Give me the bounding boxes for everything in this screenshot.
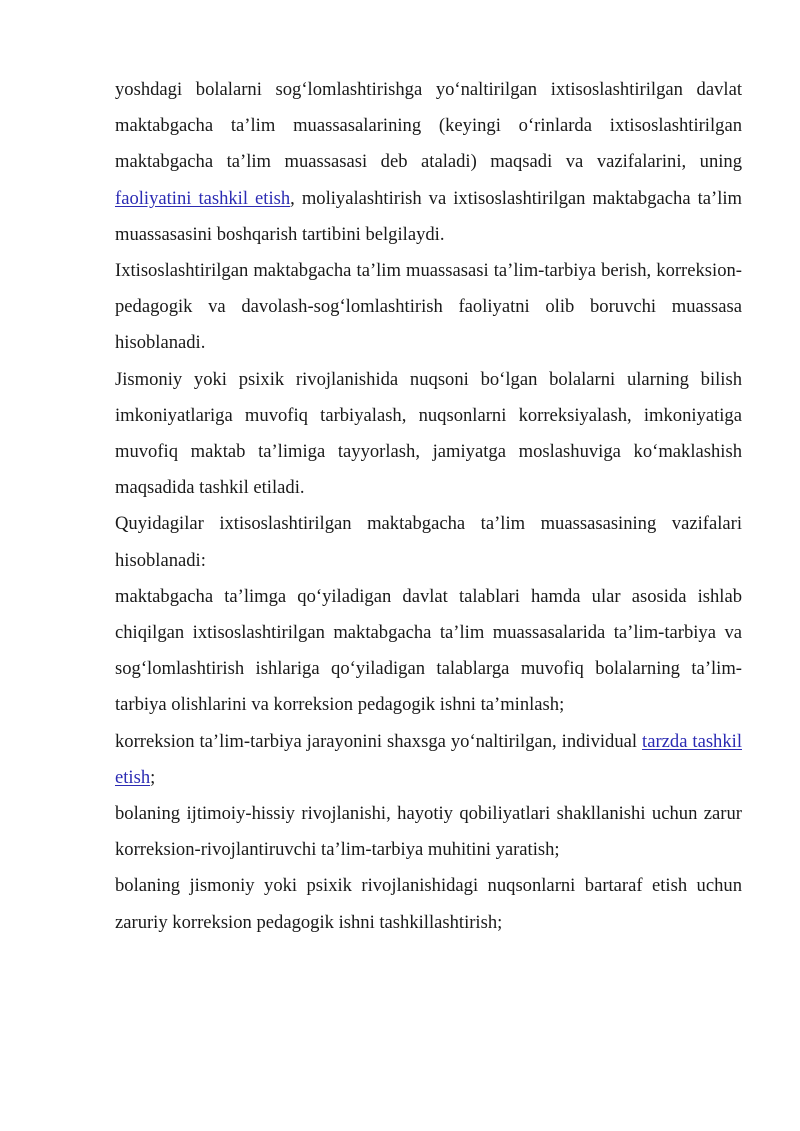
paragraph-task-1: maktabgacha ta’limga qo‘yiladigan davlat talablari hamda ular asosida ishlab chiqilgan ixtisoslashtirilgan maktabgacha ta’lim muassasalarida ta’lim-tarbiya va sog‘lomlashtirish ishlariga qo‘yiladigan talablarga muvofiq bolalarning ta’lim-tarbiya olishlarini va korreksion pedagogik ishni ta’minlash; — [115, 585, 742, 716]
paragraph-text: yoshdagi bolalarni sog‘lomlashtirishga yo‘naltirilgan ixtisoslashtirilgan davlat maktabgacha ta’lim muassasalarining (keyingi o‘rinlarda ixtisoslashtirilgan maktabgacha ta’lim muassasasi deb ataladi) maqsadi va vazifalarini, uning — [115, 79, 742, 173]
paragraph-task-2 — [115, 724, 742, 796]
paragraph-text: , moliyalashtirish va ixtisoslashtirilgan maktabgacha ta’lim muassasasini boshqarish tartibini belgilaydi. — [115, 187, 742, 245]
paragraph-text: korreksion ta’lim-tarbiya jarayonini shaxsga yo‘naltirilgan, individual — [115, 730, 643, 752]
document-page — [115, 72, 742, 941]
paragraph-purpose — [115, 72, 742, 253]
paragraph-task-3: bolaning ijtimoiy-hissiy rivojlanishi, hayotiy qobiliyatlari shakllanishi uchun zarur korreksion-rivojlantiruvchi ta’lim-tarbiya muhitini yaratish; — [115, 803, 742, 861]
paragraph-definition: Ixtisoslashtirilgan maktabgacha ta’lim muassasasi ta’lim-tarbiya berish, korreksion-pedagogik va davolash-sog‘lomlashtirish faoliyatni olib boruvchi muassasa hisoblanadi. — [115, 260, 742, 354]
paragraph-goal: Jismoniy yoki psixik rivojlanishida nuqsoni bo‘lgan bolalarni ularning bilish imkoniyatlariga muvofiq tarbiyalash, nuqsonlarni korreksiyalash, imkoniyatiga muvofiq maktab ta’limiga tayyorlash, jamiyatga moslashuviga ko‘maklashish maqsadida tashkil etiladi. — [115, 368, 742, 499]
link-tarzda-tashkil-etish[interactable]: tarzda tashkil etish — [115, 730, 742, 788]
paragraph-tasks-intro: Quyidagilar ixtisoslashtirilgan maktabgacha ta’lim muassasasining vazifalari hisoblanadi: — [115, 513, 742, 571]
paragraph-task-4: bolaning jismoniy yoki psixik rivojlanishidagi nuqsonlarni bartaraf etish uchun zaruriy korreksion pedagogik ishni tashkillashtirish; — [115, 875, 742, 933]
paragraph-text: ; — [150, 766, 156, 788]
link-faoliyatini-tashkil-etish[interactable]: faoliyatini tashkil etish — [115, 187, 291, 209]
